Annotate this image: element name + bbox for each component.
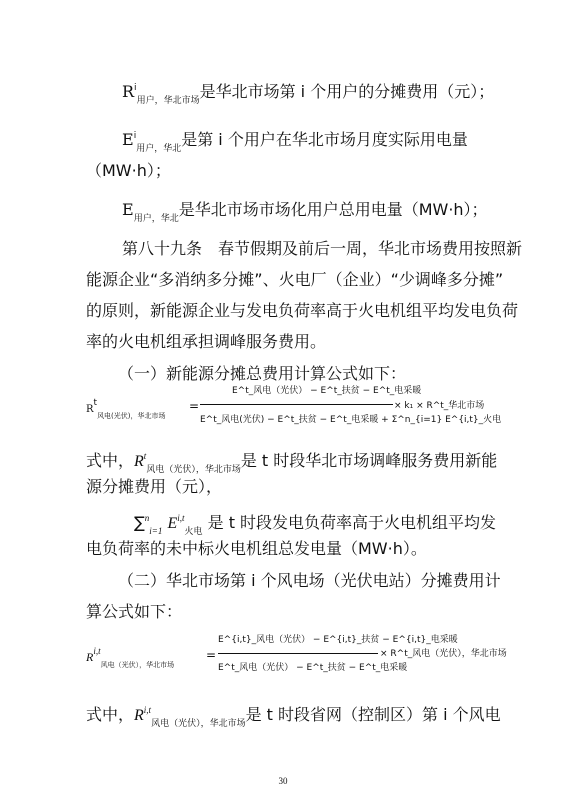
formula-1-denominator: E^t_风电(光伏) − E^t_扶贫 − E^t_电采暖 + Σ^n_{i=1} E^{i,t}_火电 [200, 415, 502, 425]
formula-2-lhs: $Ri,t_{风电(光伏),华北市场}$ [86, 646, 175, 669]
formula-1-fraction-bar [200, 404, 393, 405]
article-line-2: 能源企业“多消纳多分摊”、火电厂（企业）“少调峰多分摊” [86, 270, 504, 289]
section-1-explanation-1-cont: 源分摊费用（元）， [86, 477, 223, 496]
article-line-1: 第八十九条 春节假期及前后一周，华北市场费用按照新 [122, 239, 523, 258]
formula-1-equals: = [189, 399, 200, 413]
article-line-3: 的原则，新能源企业与发电负荷率高于火电机组平均发电负荷 [86, 301, 519, 320]
formula-1-numerator: E^t_风电（光伏） − E^t_扶贫 − E^t_电采暖 [232, 386, 422, 396]
section-2-heading-cont: 算公式如下： [86, 602, 183, 621]
formula-1-lhs: $Rt_{风电(光伏),华北市场}$ [86, 398, 166, 420]
formula-2-denominator: E^t_风电（光伏） − E^t_扶贫 − E^t_电采暖 [218, 663, 408, 673]
section-2-heading: （二）华北市场第 i 个风电场（光伏电站）分摊费用计 [118, 571, 501, 590]
formula-2-rhs: × R^t_风电（光伏），华北市场 [380, 649, 507, 659]
formula-2-fraction-bar [218, 653, 378, 654]
article-line-4: 率的火电机组承担调峰服务费用。 [86, 332, 327, 351]
section-1-explanation-1: 式中，$R^t_{风电(光伏),华北市场}$是 t 时段华北市场调峰服务费用新能 [86, 451, 498, 475]
definition-2: $E^i_{用户,华北}$是第 i 个用户在华北市场月度实际用电量 [122, 130, 468, 154]
section-1-explanation-2: ∑$^n_{i=1}$ E$^{i,t}_{火电}$ 是 t 时段发电负荷率高于火电机组平均发 [134, 513, 497, 537]
section-1-heading: （一）新能源分摊总费用计算公式如下： [118, 364, 407, 383]
formula-2-equals: = [206, 648, 217, 662]
symbol: R [122, 82, 135, 101]
section-1-explanation-2-cont: 电负荷率的未中标火电机组总发电量（MW·h）。 [86, 539, 427, 558]
formula-1-rhs: × k₁ × R^t_华北市场 [394, 401, 485, 411]
section-2-explanation: 式中，R$^{i,t}_{风电(光伏),华北市场}$是 t 时段省网（控制区）第 i 个风电 [86, 705, 501, 729]
definition-1: $R^i_{用户,华北市场}$是华北市场第 i 个用户的分摊费用（元）； [122, 82, 495, 106]
formula-2-numerator: E^{i,t}_风电（光伏） − E^{i,t}_扶贫 − E^{i,t}_电采暖 [218, 635, 458, 645]
definition-2-cont: （MW·h）； [86, 161, 171, 180]
definition-3: $E_{用户,华北}$是华北市场市场化用户总用电量（MW·h）； [122, 200, 488, 224]
page-number: 30 [278, 776, 288, 786]
